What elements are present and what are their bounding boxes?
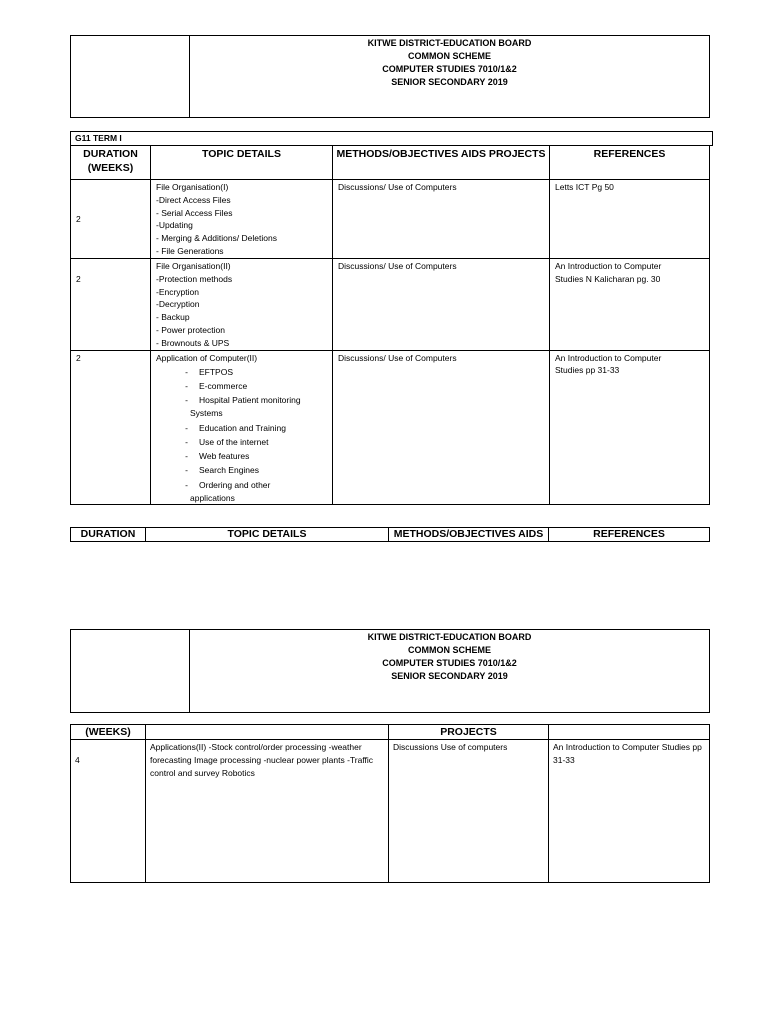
list-item: - Web features	[185, 451, 250, 462]
references-header: REFERENCES	[549, 528, 710, 542]
list-item: - EFTPOS	[185, 366, 234, 377]
methods-cell: Discussions/ Use of Computers	[333, 350, 550, 505]
duration-cell: 2	[71, 350, 151, 505]
weeks-header: (WEEKS)	[71, 725, 146, 740]
list-item: - Hospital Patient monitoring Systems	[185, 395, 301, 419]
references-cell: An Introduction to Computer Studies pp 31-33	[550, 350, 710, 505]
topic-cell: File Organisation(II) -Protection methods -Encryption -Decryption - Backup - Power protection - Brownouts & UPS	[151, 259, 333, 351]
header-title-cell	[190, 36, 710, 118]
list-item: - Use of the internet	[185, 436, 269, 447]
topic-header	[146, 725, 389, 740]
subject-name: COMPUTER STUDIES 7010/1&2	[382, 64, 517, 74]
level-year: SENIOR SECONDARY 2019	[391, 77, 508, 87]
references-header	[549, 725, 710, 740]
list-item: - Education and Training	[185, 422, 286, 433]
header-blank-cell	[71, 630, 190, 713]
methods-cell: Discussions/ Use of Computers	[333, 259, 550, 351]
duration-header: DURATION (WEEKS)	[71, 146, 151, 180]
subject-name: COMPUTER STUDIES 7010/1&2	[382, 658, 517, 668]
references-cell: An Introduction to Computer Studies N Kalicharan pg. 30	[550, 259, 710, 351]
topic-header: TOPIC DETAILS	[146, 528, 389, 542]
topic-cell: File Organisation(I) -Direct Access Files - Serial Access Files -Updating - Merging & Additions/ Deletions - File Generations	[151, 180, 333, 259]
topic-header: TOPIC DETAILS	[151, 146, 333, 180]
table-row	[71, 180, 710, 259]
list-item: - E-commerce	[185, 381, 248, 392]
duration-header: DURATION	[71, 528, 146, 542]
scheme-name: COMMON SCHEME	[408, 51, 491, 61]
methods-header: METHODS/OBJECTIVES AIDS PROJECTS	[333, 146, 550, 180]
header-box-top	[70, 35, 710, 118]
scheme-name: COMMON SCHEME	[408, 645, 491, 655]
header-box-bottom	[70, 629, 710, 713]
scheme-table	[70, 145, 710, 505]
list-item: - Ordering and other applications	[185, 479, 271, 503]
references-header: REFERENCES	[550, 146, 710, 180]
board-name: KITWE DISTRICT-EDUCATION BOARD	[367, 632, 532, 642]
references-cell: Letts ICT Pg 50	[550, 180, 710, 259]
topic-cell: Applications(II) -Stock control/order processing -weather forecasting Image processing -nuclear power plants -Traffic control and survey Robotics	[146, 740, 389, 883]
duration-cell: 4	[71, 740, 146, 883]
methods-cell: Discussions/ Use of Computers	[333, 180, 550, 259]
methods-header: METHODS/OBJECTIVES AIDS	[389, 528, 549, 542]
scheme-table-header	[71, 146, 710, 180]
level-year: SENIOR SECONDARY 2019	[391, 671, 508, 681]
duration-cell: 2	[71, 180, 151, 259]
table-row	[71, 259, 710, 351]
term-label: G11 TERM I	[70, 131, 713, 146]
board-name: KITWE DISTRICT-EDUCATION BOARD	[367, 38, 532, 48]
header-title-cell	[190, 630, 710, 713]
duration-cell: 2	[71, 259, 151, 351]
methods-cell: Discussions Use of computers	[389, 740, 549, 883]
list-item: - Search Engines	[185, 465, 260, 476]
header-blank-cell	[71, 36, 190, 118]
projects-header: PROJECTS	[389, 725, 549, 740]
table-row	[71, 740, 710, 883]
bottom-scheme-table	[70, 724, 710, 883]
references-cell: An Introduction to Computer Studies pp 31-33	[549, 740, 710, 883]
topic-cell: Application of Computer(II) - EFTPOS - E-commerce - Hospital Patient monitoring Systems - Education and Training - Use of the internet - Web features - Search Engines - Ordering and other applications	[151, 350, 333, 505]
second-header-row	[70, 527, 710, 542]
bottom-table-header	[71, 725, 710, 740]
table-row	[71, 350, 710, 505]
